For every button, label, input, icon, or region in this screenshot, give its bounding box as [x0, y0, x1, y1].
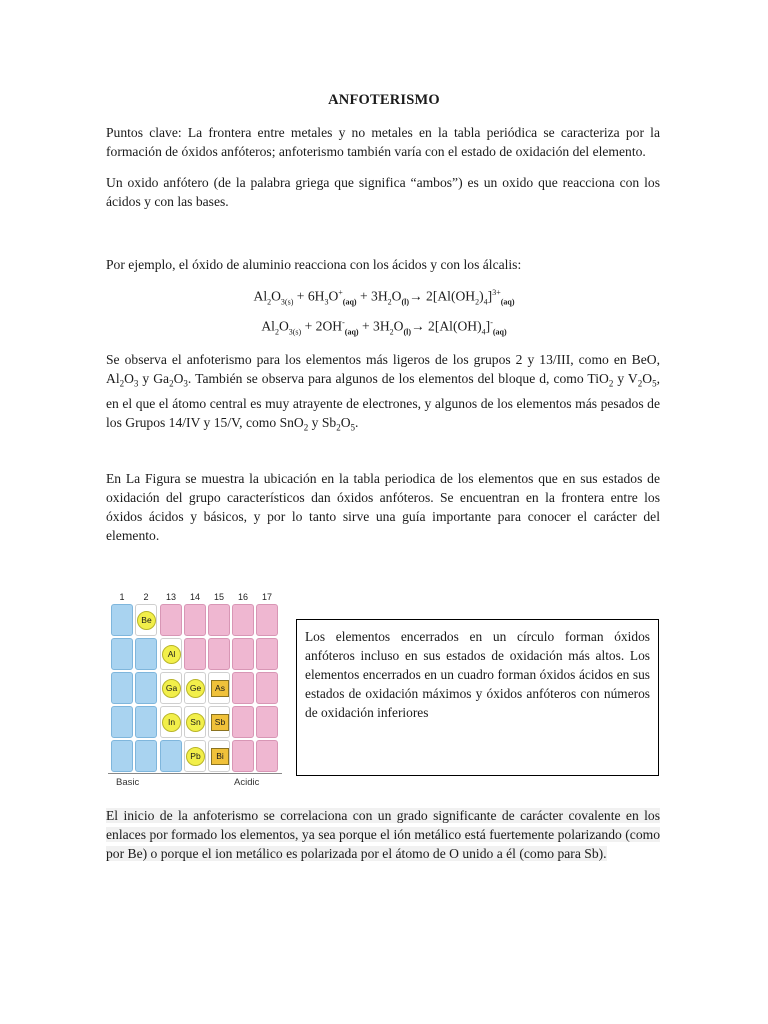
periodic-table-figure	[106, 592, 282, 790]
element-cell	[184, 706, 206, 738]
element-in: In	[162, 713, 181, 732]
element-cell	[160, 638, 182, 670]
figure-intro-paragraph: En La Figura se muestra la ubicación en la tabla periodica de los elementos que en sus estados de oxidación del grupo característicos dan óxidos anfóteros. Se encuentran en la frontera entre los óxidos ácidos y básicos, y por lo tanto sirve una guía importante para conocer el carácter del elemento.	[106, 471, 660, 543]
element-al: Al	[162, 645, 181, 664]
element-be: Be	[137, 611, 156, 630]
element-cell	[208, 672, 230, 704]
element-cell	[208, 604, 230, 636]
element-cell	[232, 706, 254, 738]
element-cell	[208, 638, 230, 670]
element-cell	[184, 604, 206, 636]
element-cell	[232, 672, 254, 704]
equation-1: $Al_2O_{3(s)} + 6H_3O^+_{(aq)} + 3H_2O_{(l)}\to 2[Al(OH_2)_4]^{3+}_{(aq)}$	[253, 288, 515, 307]
shaded-text: El inicio de la anfoterismo se correlaciona con un grado significante de carácter covalente en los enlaces por formado los elementos, ya sea porque el ión metálico está fuertemente polarizando (como por Be) o porque el ion metálico es polarizada por el átomo de O unido a él (como para Sb).	[106, 808, 660, 861]
basic-label: Basic	[116, 777, 140, 788]
element-cell	[256, 740, 278, 772]
element-cell	[232, 604, 254, 636]
element-cell	[111, 638, 133, 670]
element-sn: Sn	[186, 713, 205, 732]
element-cell	[232, 740, 254, 772]
element-bi: Bi	[211, 748, 229, 765]
element-cell	[135, 706, 157, 738]
element-cell	[184, 638, 206, 670]
element-cell	[111, 740, 133, 772]
covalent-character-paragraph	[106, 806, 660, 863]
element-cell	[111, 672, 133, 704]
element-cell	[135, 638, 157, 670]
group-number: 16	[237, 592, 248, 602]
amphoterism-paragraph: Se observa el anfoterismo para los elementos más ligeros de los grupos 2 y 13/III, como en BeO, $Al_2O_3$ y $Ga_2O_3$. También se observa para algunos de los elementos del bloque d, como TiO$_2$ y $V_2O_5$, en el que el átomo central es muy atrayente de electrones, y algunos de los elementos más pesados de los Grupos 14/IV y 15/V, como SnO$_2$ y $Sb_2O_5$.	[106, 352, 660, 433]
element-cell	[184, 672, 206, 704]
element-cell	[256, 638, 278, 670]
element-cell	[160, 740, 182, 772]
element-cell	[184, 740, 206, 772]
element-pb: Pb	[186, 747, 205, 766]
element-cell	[256, 604, 278, 636]
element-cell	[256, 706, 278, 738]
element-cell	[160, 604, 182, 636]
element-ga: Ga	[162, 679, 181, 698]
figure-baseline	[108, 773, 282, 774]
element-cell	[160, 672, 182, 704]
equation-2: $Al_2O_{3(s)} + 2OH^-_{(aq)} + 3H_2O_{(l)}\to 2[Al(OH)_4]^-_{(aq)}$	[261, 318, 507, 337]
group-number: 14	[189, 592, 200, 602]
element-cell	[208, 706, 230, 738]
element-cell	[208, 740, 230, 772]
element-cell	[135, 672, 157, 704]
element-cell	[256, 672, 278, 704]
group-number: 17	[261, 592, 272, 602]
element-as: As	[211, 680, 229, 697]
element-cell	[232, 638, 254, 670]
definition-paragraph: Un oxido anfótero (de la palabra griega que significa “ambos”) es un oxido que reacciona con los ácidos y con las bases.	[106, 175, 660, 209]
element-sb: Sb	[211, 714, 229, 731]
group-number: 1	[119, 592, 125, 602]
document-title: ANFOTERISMO	[328, 92, 440, 108]
element-cell	[135, 740, 157, 772]
group-number: 2	[143, 592, 149, 602]
element-cell	[160, 706, 182, 738]
key-points-paragraph: Puntos clave: La frontera entre metales y no metales en la tabla periódica se caracteriza por la formación de óxidos anfóteros; anfoterismo también varía con el estado de oxidación del elemento.	[106, 125, 660, 159]
element-ge: Ge	[186, 679, 205, 698]
element-cell	[111, 604, 133, 636]
group-number: 15	[213, 592, 224, 602]
element-cell	[135, 604, 157, 636]
acidic-label: Acidic	[234, 777, 260, 788]
figure-caption-box: Los elementos encerrados en un círculo forman óxidos anfóteros incluso en sus estados de oxidación más altos. Los elementos encerrados en un cuadro forman óxidos ácidos en sus estados de oxidación máximos y óxidos anfóteros con números de oxidación inferiores	[296, 619, 659, 776]
example-paragraph: Por ejemplo, el óxido de aluminio reacciona con los ácidos y con los álcalis:	[106, 257, 522, 272]
element-cell	[111, 706, 133, 738]
group-number: 13	[165, 592, 176, 602]
